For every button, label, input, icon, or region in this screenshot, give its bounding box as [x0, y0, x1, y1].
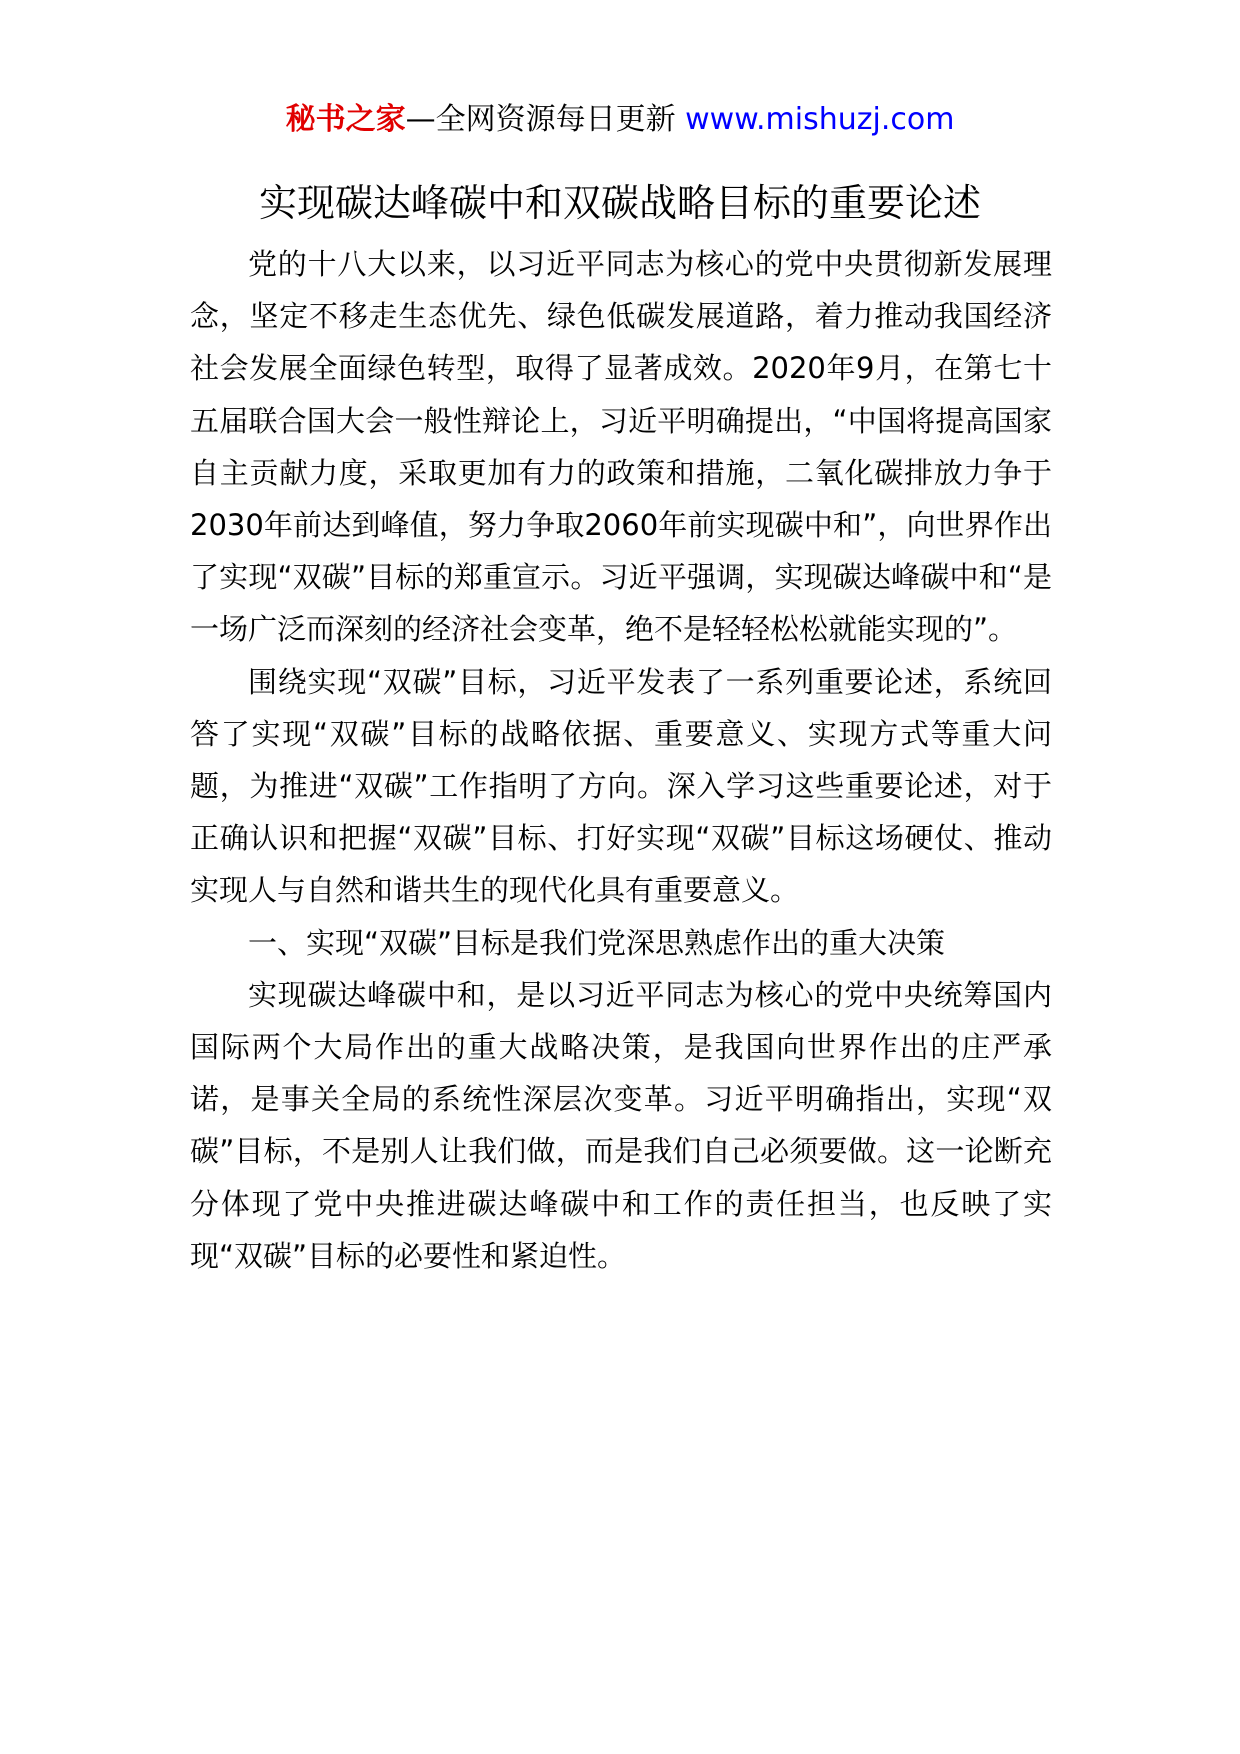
paragraph-intro: 党的十八大以来，以习近平同志为核心的党中央贯彻新发展理念，坚定不移走生态优先、绿色低碳发展道路，着力推动我国经济社会发展全面绿色转型，取得了显著成效。2020年9月，在第七十五届联合国大会一般性辩论上，习近平明确提出，“中国将提高国家自主贡献力度，采取更加有力的政策和措施，二氧化碳排放力争于2030年前达到峰值，努力争取2060年前实现碳中和”，向世界作出了实现“双碳”目标的郑重宣示。习近平强调，实现碳达峰碳中和“是一场广泛而深刻的经济社会变革，绝不是轻轻松松就能实现的”。: [190, 247, 1052, 647]
site-header: [0, 100, 1240, 140]
paragraph-overview: 围绕实现“双碳”目标，习近平发表了一系列重要论述，系统回答了实现“双碳”目标的战略依据、重要意义、实现方式等重大问题，为推进“双碳”工作指明了方向。深入学习这些重要论述，对于正确认识和把握“双碳”目标、打好实现“双碳”目标这场硬仗、推动实现人与自然和谐共生的现代化具有重要意义。: [190, 664, 1052, 908]
paragraph-section-1: 实现碳达峰碳中和，是以习近平同志为核心的党中央统筹国内国际两个大局作出的重大战略决策，是我国向世界作出的庄严承诺，是事关全局的系统性深层次变革。习近平明确指出，实现“双碳”目标，不是别人让我们做，而是我们自己必须要做。这一论断充分体现了党中央推进碳达峰碳中和工作的责任担当，也反映了实现“双碳”目标的必要性和紧迫性。: [190, 977, 1052, 1273]
site-url-link[interactable]: www.mishuzj.com: [685, 102, 955, 137]
document-title: 实现碳达峰碳中和双碳战略目标的重要论述: [258, 181, 981, 225]
site-tagline: —全网资源每日更新: [405, 102, 686, 137]
document-body: [190, 238, 1052, 1282]
section-heading-1: 一、实现“双碳”目标是我们党深思熟虑作出的重大决策: [248, 925, 946, 960]
site-brand: 秘书之家: [285, 102, 406, 137]
